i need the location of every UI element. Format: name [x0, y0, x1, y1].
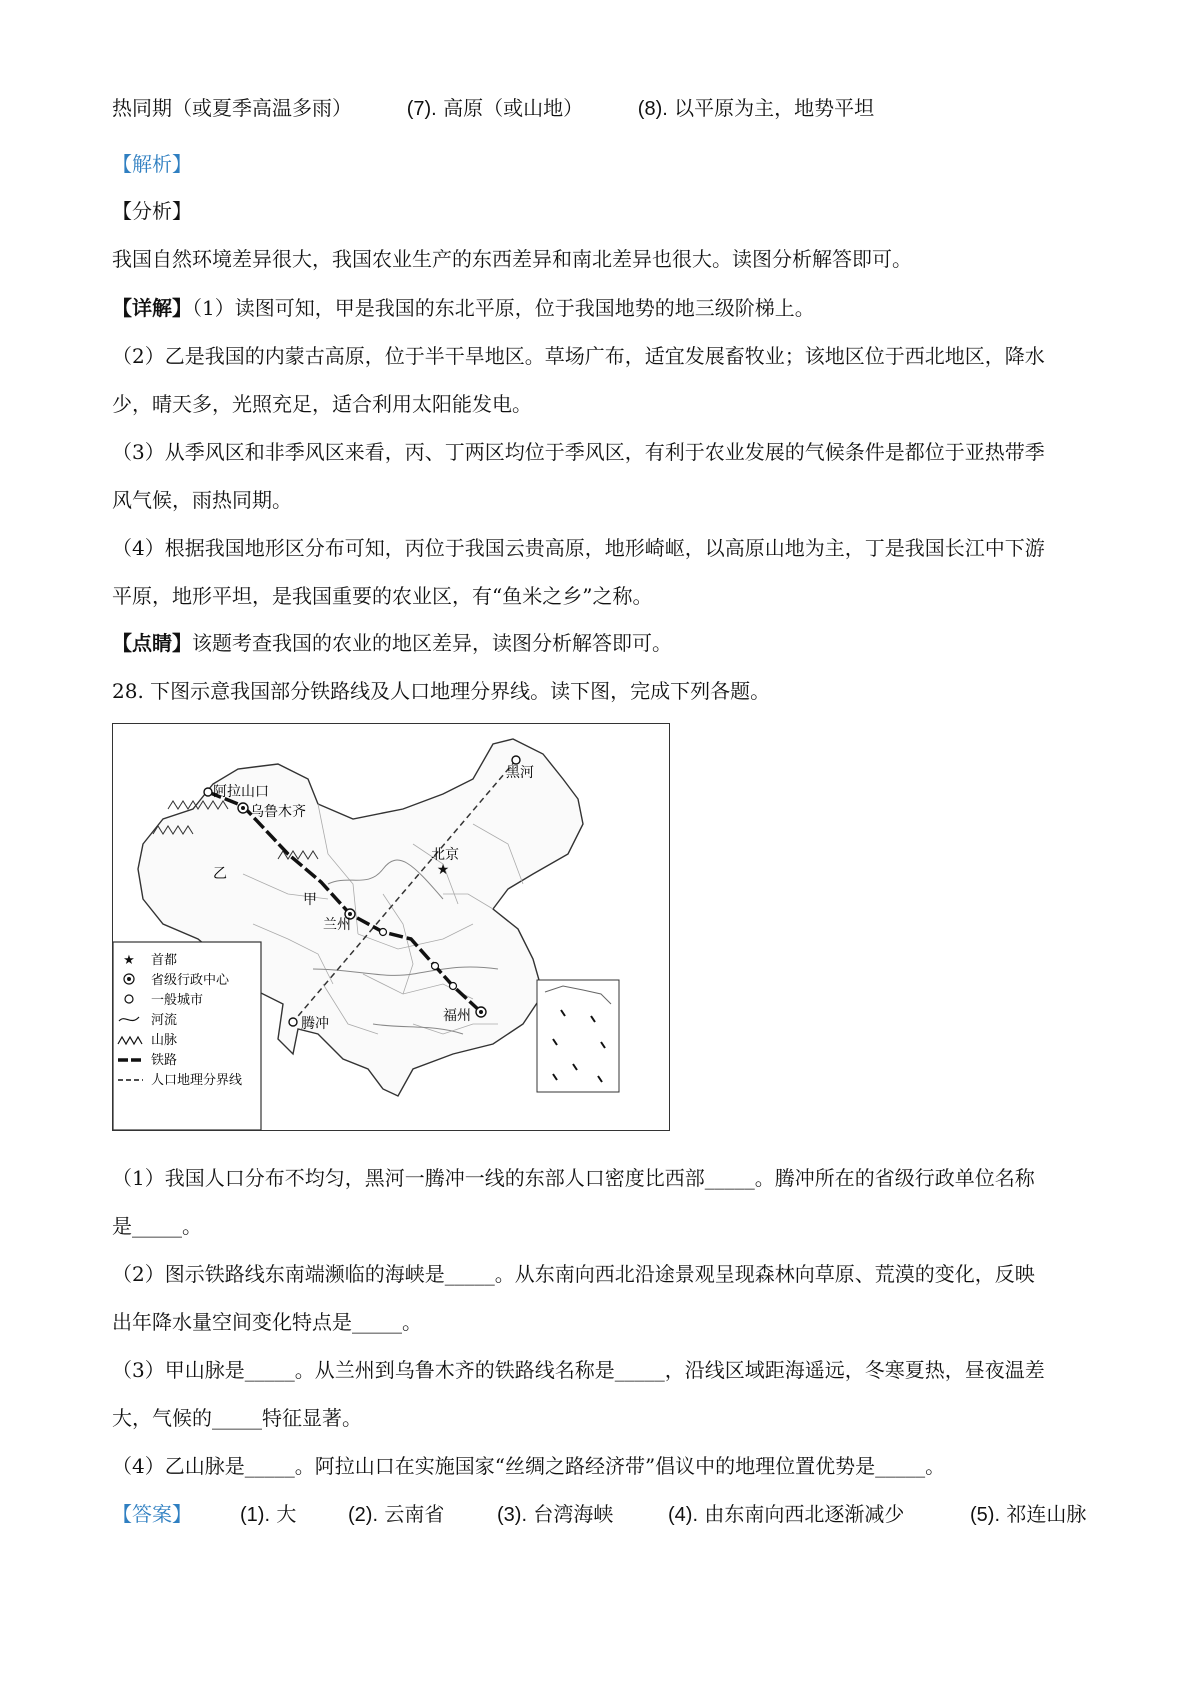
- answer-item-2-number: (2).: [348, 1504, 378, 1526]
- answer-6-tail: 热同期（或夏季高温多雨）: [112, 96, 352, 120]
- answer-7-number: (7).: [406, 98, 437, 120]
- detail-paragraph-3a: （3）从季风区和非季风区来看，丙、丁两区均位于季风区，有利于农业发展的气候条件是都位于亚热带季: [112, 440, 1045, 464]
- legend-circle-icon: [125, 995, 133, 1003]
- detail-paragraph-3b: 风气候，雨热同期。: [112, 488, 292, 512]
- detail-paragraph-4b: 平原，地形平坦，是我国重要的农业区，有“鱼米之乡”之称。: [112, 584, 653, 608]
- answer-item-3-number: (3).: [497, 1504, 527, 1526]
- urumqi-provincial-marker: [238, 803, 248, 813]
- legend-mountain: 山脉: [151, 1033, 178, 1048]
- legend-river: 河流: [151, 1013, 178, 1028]
- question-28-part-2a: （2）图示铁路线东南端濒临的海峡是_____。从东南向西北沿途景观呈现森林向草原、荒漠的变化，反映: [112, 1262, 1035, 1286]
- answer-item-3-text: 台湾海峡: [533, 1502, 614, 1526]
- comment-line: [112, 631, 672, 655]
- map-legend: [113, 942, 261, 1130]
- label-urumqi: 乌鲁木齐: [250, 804, 306, 820]
- beijing-star-icon: ★: [436, 862, 450, 878]
- question-28-part-1b: 是_____。: [112, 1214, 202, 1238]
- explain-tag: 【解析】: [112, 152, 192, 176]
- railway-city-marker-1: [380, 929, 387, 936]
- label-mountain-jia: 甲: [303, 892, 317, 908]
- answer-item-4: [668, 1502, 904, 1527]
- comment-text: 该题考查我国的农业的地区差异，读图分析解答即可。: [192, 631, 672, 655]
- answer-tag: 【答案】: [112, 1502, 192, 1526]
- label-fuzhou: 福州: [443, 1008, 471, 1024]
- railway-city-marker-2: [432, 963, 439, 970]
- answer-item-4-number: (4).: [668, 1504, 698, 1526]
- answer-item-3: [497, 1502, 613, 1527]
- answer-item-5: [970, 1502, 1086, 1527]
- answer-item-2-text: 云南省: [384, 1502, 445, 1526]
- question-28-part-4: （4）乙山脉是_____。阿拉山口在实施国家“丝绸之路经济带”倡议中的地理位置优势是_____。: [112, 1454, 946, 1478]
- legend-railway: 铁路: [151, 1053, 178, 1068]
- analysis-text: 我国自然环境差异很大，我国农业生产的东西差异和南北差异也很大。读图分析解答即可。: [112, 247, 912, 271]
- railway-city-marker-3: [450, 983, 457, 990]
- label-beijing: 北京: [431, 847, 459, 863]
- question-28-part-2b: 出年降水量空间变化特点是_____。: [112, 1310, 422, 1334]
- label-tengchong: 腾冲: [301, 1016, 329, 1032]
- answer-item-1: [240, 1502, 296, 1527]
- label-heihe: 黑河: [506, 765, 534, 781]
- legend-star-icon: ★: [123, 953, 135, 968]
- alashankou-city-marker: [204, 788, 212, 796]
- legend-double-circle-icon: [124, 974, 134, 984]
- heihe-city-marker: [512, 756, 520, 764]
- answer-item-1-text: 大: [276, 1502, 297, 1526]
- question-28-part-1a: （1）我国人口分布不均匀，黑河一腾冲一线的东部人口密度比西部_____。腾冲所在的省级行政单位名称: [112, 1166, 1035, 1190]
- detail-tag: 【详解】: [112, 296, 192, 320]
- map-svg: [113, 724, 669, 1130]
- answer-continuation-line: [112, 96, 874, 121]
- comment-tag: 【点睛】: [112, 631, 192, 655]
- answer-item-5-number: (5).: [970, 1504, 1000, 1526]
- legend-capital: 首都: [151, 953, 178, 968]
- fuzhou-provincial-marker: [476, 1007, 486, 1017]
- answer-item-5-text: 祁连山脉: [1006, 1502, 1087, 1526]
- legend-city: 一般城市: [151, 993, 204, 1008]
- legend-boundary: 人口地理分界线: [151, 1073, 243, 1088]
- detail-paragraph-2b: 少，晴天多，光照充足，适合利用太阳能发电。: [112, 392, 532, 416]
- answer-8-number: (8).: [637, 98, 668, 120]
- label-mountain-yi: 乙: [213, 866, 227, 882]
- detail-p1-text: （1）读图可知，甲是我国的东北平原，位于我国地势的地三级阶梯上。: [192, 296, 815, 320]
- detail-paragraph-2a: （2）乙是我国的内蒙古高原，位于半干旱地区。草场广布，适宜发展畜牧业；该地区位于西北地区，降水: [112, 344, 1045, 368]
- label-alashankou: 阿拉山口: [213, 784, 269, 800]
- legend-provincial: 省级行政中心: [151, 973, 230, 988]
- south-china-sea-inset: [537, 980, 619, 1092]
- analysis-tag: 【分析】: [112, 199, 192, 223]
- answer-item-4-text: 由东南向西北逐渐减少: [704, 1502, 905, 1526]
- question-28-stem: 28. 下图示意我国部分铁路线及人口地理分界线。读下图，完成下列各题。: [112, 679, 771, 703]
- answer-7-text: 高原（或山地）: [443, 96, 584, 120]
- question-28-part-3b: 大，气候的_____特征显著。: [112, 1406, 362, 1430]
- china-railway-map: [112, 723, 670, 1131]
- answer-8-text: 以平原为主，地势平坦: [674, 96, 875, 120]
- question-28-part-3a: （3）甲山脉是_____。从兰州到乌鲁木齐的铁路线名称是_____，沿线区域距海遥远，冬寒夏热，昼夜温差: [112, 1358, 1045, 1382]
- detail-paragraph-1: [112, 296, 815, 320]
- answer-item-1-number: (1).: [240, 1504, 270, 1526]
- answer-item-2: [348, 1502, 444, 1527]
- tengchong-city-marker: [289, 1018, 297, 1026]
- detail-paragraph-4a: （4）根据我国地形区分布可知，丙位于我国云贵高原，地形崎岖，以高原山地为主，丁是我国长江中下游: [112, 536, 1045, 560]
- label-lanzhou: 兰州: [323, 917, 351, 933]
